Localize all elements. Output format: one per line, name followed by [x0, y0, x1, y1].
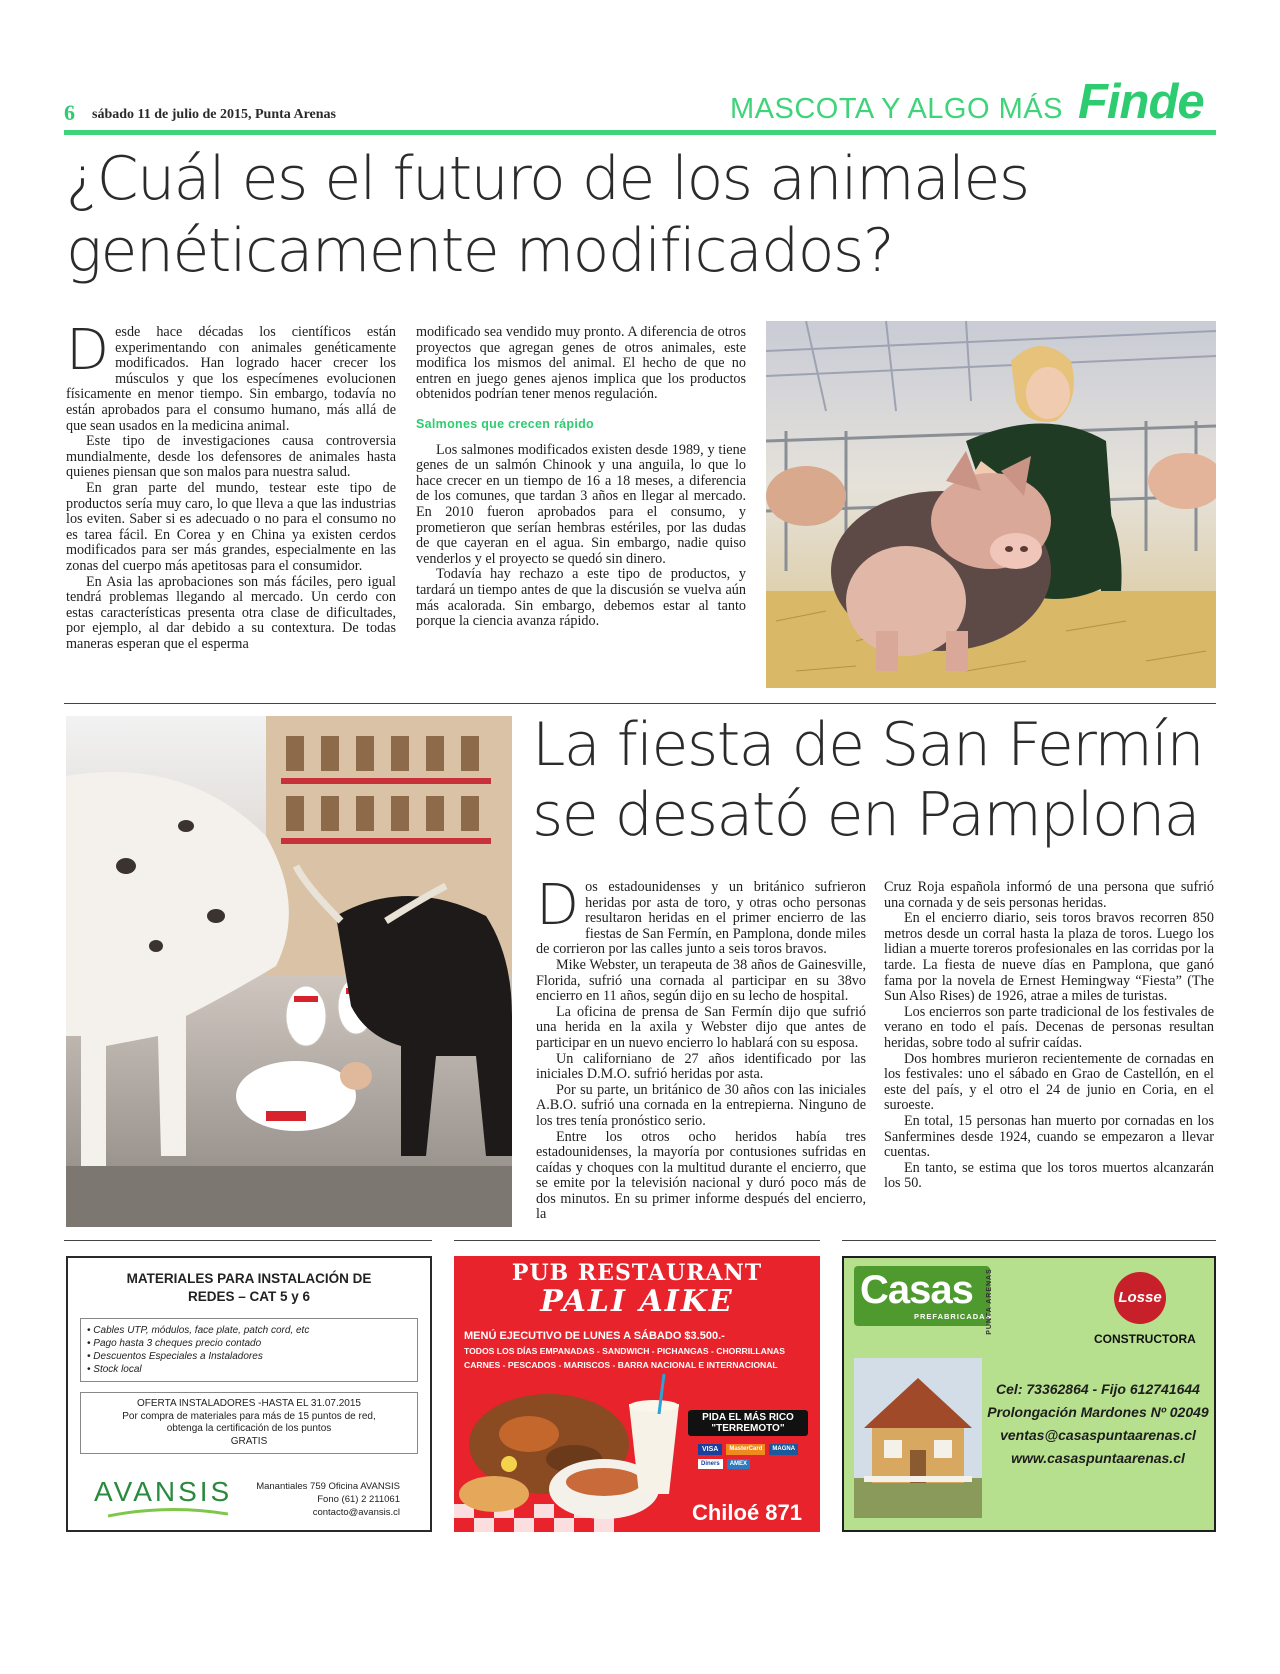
visa-icon: VISA [698, 1444, 722, 1455]
logo-subtext: PREFABRICADAS [914, 1312, 992, 1321]
list-item: • Pago hasta 3 cheques precio contado [87, 1338, 262, 1349]
menu-items: CARNES - PESCADOS - MARISCOS - BARRA NACIONAL E INTERNACIONAL [464, 1360, 778, 1370]
house-photo [854, 1358, 982, 1518]
offer-text: GRATIS [230, 1435, 268, 1447]
offer-text: obtenga la certificación de los puntos [166, 1423, 332, 1434]
ad-divider [454, 1240, 820, 1241]
pali-aike-ad[interactable] [454, 1256, 820, 1532]
phone: Fono (61) 2 211061 [317, 1494, 400, 1505]
ad-title: REDES – CAT 5 y 6 [187, 1289, 311, 1304]
article2-column2 [884, 880, 1214, 1192]
paragraph: modificado sea vendido muy pronto. A diferencia de otros proyectos que agregan genes de otros animales, este modifica los mismos del animal. El hecho de que no entren en juego genes ajenos implica que los productos obtenidos podrían tener menos regulación. [416, 324, 746, 403]
brand-logo: Finde [1078, 75, 1204, 129]
subheading: Salmones que crecen rápido [416, 416, 594, 431]
feature-list [80, 1318, 418, 1382]
ad-title: PALI AIKE [540, 1284, 734, 1319]
offer-title: OFERTA INSTALADORES -HASTA EL 31.07.2015 [137, 1398, 361, 1409]
contact-block [986, 1378, 1210, 1470]
paragraph: Todavía hay rechazo a este tipo de productos, y tardará un tiempo antes de que la discusión se vuelva aún más acalorada. Sin embargo, debemos estar al tanto porque la ciencia avanza rápido. [416, 566, 746, 630]
paragraph: En gran parte del mundo, testear este tipo de productos sería muy caro, lo que lleva a que las industrias los eviten. Saber si es adecuado o no para el consumo no es tarea fácil. En Corea y en China ya existen cerdos modificados para ser más grandes, especialmente en las zonas del cuerpo más apetitosas para el consumidor. [66, 479, 396, 574]
paragraph: os estadounidenses y un británico sufrieron heridas por asta de toro, y otras ocho personas resultaron heridas en el primer encierro de las fiestas de San Fermín, en Pamplona, donde miles de corrieron por las calles junto a seis toros bravos. [536, 879, 866, 958]
section-title: MASCOTA Y ALGO MÁS [730, 93, 1063, 125]
article1-column2 [416, 325, 746, 630]
ad-divider [842, 1240, 1216, 1241]
headline-line: se desató en Pamplona [532, 780, 1200, 850]
article1-column1 [66, 318, 396, 652]
paragraph: En el encierro diario, seis toros bravos recorren 850 metros desde un corral hasta la plaza de toros. Luego los lidian a muerte toreros profesionales en las corridas por la tarde. La fiesta de nueve días en Pamplona, que ganó fama por la novela de Ernest Hemingway “Fiesta” (The Sun Also Rises) de 1926, atrae a miles de turistas. [884, 910, 1214, 1005]
phone: Cel: 73362864 - Fijo 612741644 [996, 1381, 1200, 1397]
casas-logo [854, 1266, 990, 1326]
paragraph: Dos hombres murieron recientemente de cornadas en los festivales: uno el sábado en Grao de Castellón, en el este del país, y el otro el 24 de junio en Coria, en el suroeste. [884, 1050, 1214, 1114]
casas-ad[interactable] [842, 1256, 1216, 1532]
dropcap: D [536, 873, 580, 938]
list-item: • Stock local [87, 1364, 142, 1375]
paragraph: Los salmones modificados existen desde 1989, y tiene genes de un salmón Chinook y una anguila, lo que lo hace crecer en un tiempo de 16 a 18 meses, a diferencia de los comunes, que tardan 3 años en llegar al mercado. En 2010 fueron aprobados para el consumo, y prometieron que serían hembras estériles, por las dudas de que cayeran en el agua. Sin embargo, nadie quiso venderlos y el proyecto se quedó sin dinero. [416, 441, 746, 567]
paragraph: En total, 15 personas han muerto por cornadas en los Sanfermines desde 1924, cuando se empezaron a llevar cuentas. [884, 1112, 1214, 1161]
avansis-logo: AVANSIS [94, 1476, 233, 1507]
paragraph: Los encierros son parte tradicional de los festivales de verano en todo el país. Decenas de personas resultan heridas, sobre todo al sufrir caídas. [884, 1003, 1214, 1051]
offer-text: Por compra de materiales para más de 15 puntos de red, [122, 1410, 376, 1422]
address: Prolongación Mardones Nº 02049 [987, 1404, 1209, 1420]
paragraph: Este tipo de investigaciones causa controversia mundialmente, desde los defensores de animales hasta quienes piensan que son malos para nuestra salud. [66, 433, 396, 481]
website-link[interactable]: www.casaspuntaarenas.cl [1011, 1450, 1185, 1466]
ad-title: MATERIALES PARA INSTALACIÓN DE [126, 1271, 372, 1286]
article2-column1 [536, 873, 866, 1223]
avansis-ad[interactable] [66, 1256, 432, 1532]
paragraph: Un californiano de 27 años identificado por las iniciales D.M.O. sufrió heridas por asta. [536, 1050, 866, 1083]
losse-logo: Losse [1114, 1272, 1166, 1324]
list-item: • Descuentos Especiales a Instaladores [87, 1351, 263, 1362]
paragraph: Por su parte, un británico de 30 años con las iniciales A.B.O. sufrió una cornada en la entrepierna. Ninguno de los tres tenía pronóstico serio. [536, 1081, 866, 1129]
paragraph: Cruz Roja española informó de una persona que sufrió una cornada y de seis personas heridas. [884, 879, 1214, 911]
section-divider [64, 703, 1216, 704]
paragraph: En tanto, se estima que los toros muertos alcanzarán los 50. [884, 1159, 1214, 1192]
ad-divider [64, 1240, 432, 1241]
dropcap: D [66, 318, 110, 383]
email: ventas@casaspuntaarenas.cl [1000, 1427, 1196, 1443]
paragraph: esde hace décadas los científicos están experimentando con animales genéticamente modificados. Han logrado hacer crecer los músculos y que los especímenes evolucionen físicamente en menor tiempo. Sin embargo, todavía no están aprobados para el consumo humano, más allá de que sean usados en la medicina animal. [66, 324, 396, 434]
diners-icon: Diners [698, 1459, 723, 1469]
article2-headline [532, 710, 1222, 850]
menu-items: TODOS LOS DÍAS EMPANADAS - SANDWICH - PICHANGAS - CHORRILLANAS [464, 1346, 785, 1356]
article1-headline: ¿Cuál es el futuro de los animales genéticamente modificados? [66, 144, 1029, 286]
date-line: sábado 11 de julio de 2015, Punta Arenas [92, 107, 337, 122]
san-fermin-photo [66, 716, 512, 1227]
promo-text: "TERREMOTO" [711, 1423, 785, 1434]
email: contacto@avansis.cl [312, 1507, 400, 1518]
address: Chiloé 871 [686, 1500, 808, 1526]
address: Manantiales 759 Oficina AVANSIS [256, 1481, 400, 1492]
pig-photo [766, 321, 1216, 688]
contact-block [256, 1480, 400, 1519]
logo-side-text: PUNTA ARENAS [985, 1268, 993, 1335]
card-logos [698, 1444, 808, 1469]
offer-box [80, 1392, 418, 1454]
page-number: 6 [64, 100, 75, 125]
menu-line: MENÚ EJECUTIVO DE LUNES A SÁBADO $3.500.- [464, 1330, 725, 1342]
logo-text: Casas [860, 1268, 973, 1312]
mastercard-icon: MasterCard [726, 1444, 765, 1455]
header-rule [64, 130, 1216, 135]
partner-label: CONSTRUCTORA [1094, 1332, 1196, 1346]
headline-line: La fiesta de San Fermín [532, 710, 1204, 780]
magna-icon: MAGNA [769, 1444, 798, 1455]
paragraph: La oficina de prensa de San Fermín dijo que sufrió una herida en la axila y Webster dijo que antes de participar en un nuevo encierro lo hablará con su esposa. [536, 1003, 866, 1051]
paragraph: Mike Webster, un terapeuta de 38 años de Gainesville, Florida, sufrió una cornada al participar en su 38vo encierro en 11 años, según dijo en su lecho de hospital. [536, 956, 866, 1005]
promo-badge [688, 1410, 808, 1436]
amex-icon: AMEX [727, 1459, 750, 1469]
list-item: • Cables UTP, módulos, face plate, patch cord, etc [87, 1325, 310, 1336]
paragraph: En Asia las aprobaciones son más fáciles, pero igual tendrá problemas llegando al mercado. Un cerdo con estas características presenta otra clase de dificultades, por ejemplo, al dar debido a su contextura. De todas maneras esperan que el esperma [66, 573, 396, 652]
logo-swoosh [108, 1506, 228, 1520]
paragraph: Entre los otros ocho heridos había tres estadounidenses, la mayoría por contusiones sufridas en caídas y choques con la multitud durante el encierro, que se emite por la televisión nacional y duró poco más de dos minutos. En su primer informe después del encierro, la [536, 1128, 866, 1223]
ad-title: PUB RESTAURANT [511, 1260, 763, 1286]
promo-text: PIDA EL MÁS RICO [702, 1412, 794, 1423]
